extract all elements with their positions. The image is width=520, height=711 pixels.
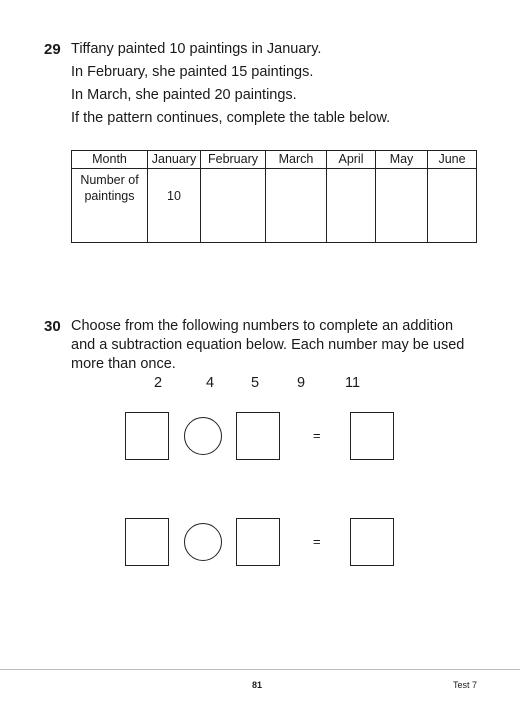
footer-divider — [0, 669, 520, 670]
question-30-line-1: Choose from the following numbers to complete an addition — [71, 318, 454, 334]
equation-2-equals-sign: = — [313, 534, 321, 549]
table-row — [72, 169, 477, 243]
cell-february[interactable] — [201, 169, 266, 243]
equation-1-equals-sign: = — [313, 428, 321, 443]
equation-1-operand-1-box[interactable] — [125, 412, 169, 460]
question-29-line-3: In March, she painted 20 paintings. — [71, 87, 297, 103]
header-may: May — [376, 151, 428, 169]
header-february: February — [201, 151, 266, 169]
header-month: Month — [72, 151, 148, 169]
equation-1-result-box[interactable] — [350, 412, 394, 460]
page-number: 81 — [252, 680, 263, 690]
number-choice: 2 — [154, 375, 163, 391]
equation-2-operand-1-box[interactable] — [125, 518, 169, 566]
row-label-number-of-paintings: Number of paintings — [72, 169, 148, 243]
header-march: March — [266, 151, 327, 169]
cell-may[interactable] — [376, 169, 428, 243]
cell-april[interactable] — [327, 169, 376, 243]
test-label: Test 7 — [453, 680, 478, 690]
equation-1-operator-circle[interactable] — [184, 417, 222, 455]
header-april: April — [327, 151, 376, 169]
question-29-number: 29 — [44, 41, 61, 58]
number-choice: 11 — [345, 375, 361, 391]
question-30-line-3: more than once. — [71, 356, 176, 372]
equation-2-operator-circle[interactable] — [184, 523, 222, 561]
number-choice: 9 — [297, 375, 306, 391]
equation-2-operand-2-box[interactable] — [236, 518, 280, 566]
number-choice: 4 — [206, 375, 215, 391]
equation-2-result-box[interactable] — [350, 518, 394, 566]
question-29-line-4: If the pattern continues, complete the table below. — [71, 110, 391, 126]
question-29-line-1: Tiffany painted 10 paintings in January. — [71, 41, 322, 57]
paintings-table — [71, 150, 477, 243]
cell-january: 10 — [148, 169, 201, 243]
header-june: June — [428, 151, 477, 169]
table-header-row — [72, 151, 477, 169]
cell-march[interactable] — [266, 169, 327, 243]
cell-june[interactable] — [428, 169, 477, 243]
question-29-line-2: In February, she painted 15 paintings. — [71, 64, 314, 80]
header-january: January — [148, 151, 201, 169]
number-choice: 5 — [251, 375, 260, 391]
question-30-number: 30 — [44, 318, 61, 335]
question-30-line-2: and a subtraction equation below. Each number may be used — [71, 337, 465, 353]
equation-1-operand-2-box[interactable] — [236, 412, 280, 460]
